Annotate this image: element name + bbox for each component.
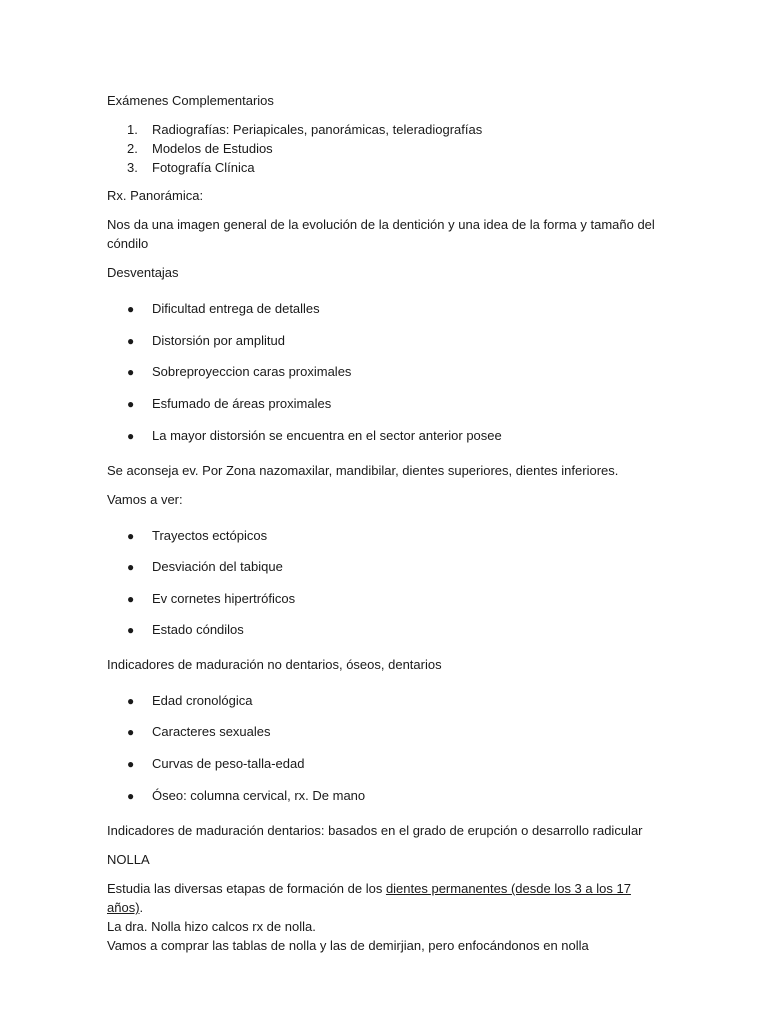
nolla-paragraph xyxy=(107,879,667,955)
aconseja-text: Se aconseja ev. Por Zona nazomaxilar, mandibilar, dientes superiores, dientes inferiores. xyxy=(107,463,619,478)
list-item-text: Esfumado de áreas proximales xyxy=(152,396,332,411)
list-item xyxy=(127,754,304,774)
bullet-icon: ● xyxy=(127,560,135,574)
list-item xyxy=(127,691,252,711)
list-item xyxy=(127,158,255,177)
list-item xyxy=(127,557,283,577)
heading-nolla: NOLLA xyxy=(107,852,150,867)
nolla-line3-text: Vamos a comprar las tablas de nolla y las de demirjian, pero enfocándonos en nolla xyxy=(107,938,589,953)
list-item-text: Trayectos ectópicos xyxy=(152,528,268,543)
list-item xyxy=(127,362,351,382)
list-number: 1. xyxy=(127,122,138,137)
list-number: 2. xyxy=(127,141,138,156)
list-item xyxy=(127,620,244,640)
heading-desventajas: Desventajas xyxy=(107,265,179,280)
indicadores-dentarios: Indicadores de maduración dentarios: basados en el grado de erupción o desarrollo radicular xyxy=(107,823,643,838)
nolla-line1-end: . xyxy=(139,900,144,915)
bullet-icon: ● xyxy=(127,365,135,379)
list-item xyxy=(127,526,267,546)
rx-description: Nos da una imagen general de la evolución de la dentición y una idea de la forma y tamaño del cóndilo xyxy=(107,217,655,251)
bullet-icon: ● xyxy=(127,757,135,771)
list-item-text: Estado cóndilos xyxy=(152,622,244,637)
list-item-text: Desviación del tabique xyxy=(152,559,283,574)
heading-examenes: Exámenes Complementarios xyxy=(107,93,274,108)
list-item-text: La mayor distorsión se encuentra en el sector anterior posee xyxy=(152,428,502,443)
list-item xyxy=(127,722,271,742)
list-item-text: Óseo: columna cervical, rx. De mano xyxy=(152,788,366,803)
nolla-line1-text: Estudia las diversas etapas de formación de los xyxy=(107,881,386,896)
list-item xyxy=(127,394,331,414)
list-item-text: Radiografías: Periapicales, panorámicas, teleradiografías xyxy=(152,122,483,137)
list-item-text: Edad cronológica xyxy=(152,693,253,708)
list-item-text: Sobreproyeccion caras proximales xyxy=(152,364,352,379)
nolla-line2-text: La dra. Nolla hizo calcos rx de nolla. xyxy=(107,919,316,934)
bullet-icon: ● xyxy=(127,623,135,637)
heading-vamos-a-ver: Vamos a ver: xyxy=(107,492,183,507)
list-item-text: Ev cornetes hipertróficos xyxy=(152,591,296,606)
list-item-text: Dificultad entrega de detalles xyxy=(152,301,320,316)
list-item-text: Modelos de Estudios xyxy=(152,141,273,156)
bullet-icon: ● xyxy=(127,725,135,739)
list-item xyxy=(127,299,320,319)
bullet-icon: ● xyxy=(127,694,135,708)
bullet-icon: ● xyxy=(127,529,135,543)
list-number: 3. xyxy=(127,160,138,175)
list-item-text: Distorsión por amplitud xyxy=(152,333,285,348)
list-item xyxy=(127,589,295,609)
bullet-icon: ● xyxy=(127,334,135,348)
nolla-underlined-text: dientes permanentes (desde los 3 a los 17 años) xyxy=(107,881,631,915)
list-item-text: Curvas de peso-talla-edad xyxy=(152,756,305,771)
list-item xyxy=(127,331,285,351)
list-item xyxy=(127,426,502,446)
list-item-text: Fotografía Clínica xyxy=(152,160,255,175)
list-item xyxy=(127,120,482,139)
list-item-text: Caracteres sexuales xyxy=(152,724,271,739)
list-item xyxy=(127,786,365,806)
bullet-icon: ● xyxy=(127,789,135,803)
bullet-icon: ● xyxy=(127,397,135,411)
list-item xyxy=(127,139,273,158)
indicadores-no-dentarios: Indicadores de maduración no dentarios, óseos, dentarios xyxy=(107,657,442,672)
bullet-icon: ● xyxy=(127,429,135,443)
bullet-icon: ● xyxy=(127,592,135,606)
bullet-icon: ● xyxy=(127,302,135,316)
heading-rx-panoramica: Rx. Panorámica: xyxy=(107,188,204,203)
